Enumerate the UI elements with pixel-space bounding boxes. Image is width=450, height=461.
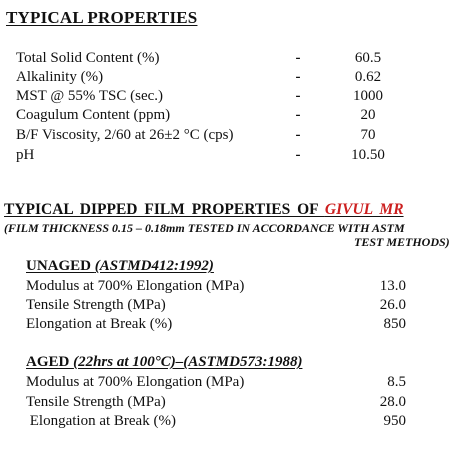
film-property-row: [0, 316, 450, 336]
property-label: Alkalinity (%): [16, 69, 104, 85]
film-property-label: Tensile Strength (MPa): [26, 394, 166, 410]
brand-name: GIVUL MR: [324, 201, 404, 218]
film-property-label: Elongation at Break (%): [26, 413, 176, 429]
aged-heading: [26, 354, 302, 371]
film-property-label: Tensile Strength (MPa): [26, 297, 166, 313]
property-value: 20: [360, 107, 376, 123]
property-label: MST @ 55% TSC (sec.): [16, 88, 164, 104]
dipped-film-title: [4, 201, 404, 219]
property-value: 70: [360, 127, 376, 143]
film-property-value: 950: [383, 413, 406, 429]
property-dash: -: [295, 107, 301, 123]
film-property-row: [0, 394, 450, 414]
property-row: [0, 69, 450, 89]
property-value: 60.5: [354, 50, 382, 66]
property-dash: -: [295, 88, 301, 104]
film-property-row: [0, 374, 450, 394]
property-value: 0.62: [354, 69, 382, 85]
aged-heading-label: AGED: [26, 354, 74, 370]
property-dash: -: [295, 127, 301, 143]
property-dash: -: [295, 147, 301, 163]
typical-properties-title: TYPICAL PROPERTIES: [6, 8, 198, 27]
film-property-label: Elongation at Break (%): [26, 316, 173, 332]
film-property-label: Modulus at 700% Elongation (MPa): [26, 374, 245, 390]
film-property-value: 26.0: [379, 297, 406, 313]
property-row: [0, 88, 450, 108]
dipped-film-title-text: TYPICAL DIPPED FILM PROPERTIES OF: [4, 201, 325, 218]
property-dash: -: [295, 50, 301, 66]
unaged-heading-standard: (ASTMD412:1992): [94, 258, 214, 274]
film-property-value: 850: [383, 316, 406, 332]
property-label: pH: [16, 147, 35, 163]
property-dash: -: [295, 69, 301, 85]
unaged-heading-label: UNAGED: [26, 258, 95, 274]
test-note-line1: (FILM THICKNESS 0.15 – 0.18mm TESTED IN ACCORDANCE WITH ASTM: [4, 221, 405, 235]
property-row: [0, 107, 450, 127]
property-label: Total Solid Content (%): [16, 50, 160, 66]
film-property-value: 8.5: [387, 374, 406, 390]
property-label: Coagulum Content (ppm): [16, 107, 171, 123]
aged-heading-conditions: (22hrs at 100°C)–(ASTMD573:1988): [73, 354, 303, 370]
film-property-label: Modulus at 700% Elongation (MPa): [26, 278, 245, 294]
film-property-value: 13.0: [379, 278, 406, 294]
test-note-line2: TEST METHODS): [354, 235, 450, 249]
unaged-heading: [26, 258, 214, 275]
film-property-row: [0, 413, 450, 433]
property-row: [0, 147, 450, 167]
film-property-value: 28.0: [379, 394, 406, 410]
property-value: 10.50: [351, 147, 385, 163]
film-property-row: [0, 278, 450, 298]
property-row: [0, 50, 450, 70]
film-property-row: [0, 297, 450, 317]
property-value: 1000: [353, 88, 383, 104]
property-label: B/F Viscosity, 2/60 at 26±2 °C (cps): [16, 127, 234, 143]
property-row: [0, 127, 450, 147]
